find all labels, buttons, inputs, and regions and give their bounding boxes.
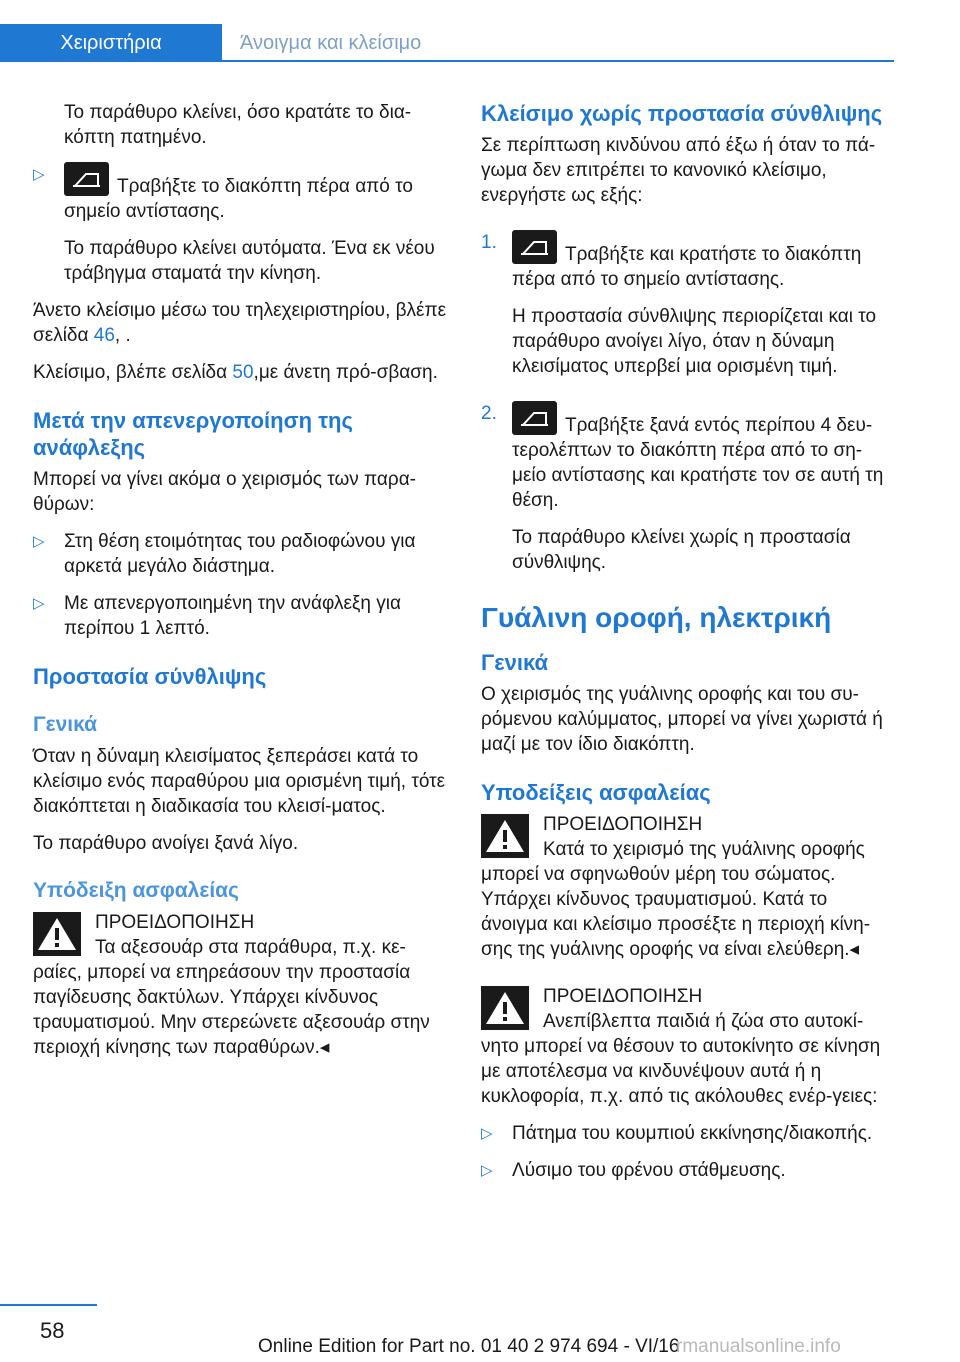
warning-block <box>481 812 896 862</box>
paragraph-reopen: Το παράθυρο ανοίγει ξανά λίγο. <box>33 833 299 854</box>
paragraph-roof-general: Ο χειρισμός της γυάλινης οροφής και του συ‐ρόμενου καλύμματος, μπορεί να γίνει χωριστά ή μαζί με τον ίδιο διακόπτη. <box>481 684 883 755</box>
list-item: ▷ Λύσιμο του φρένου στάθμευσης. <box>481 1160 786 1181</box>
step-text: Τραβήξτε και κρατήστε το διακόπτη πέρα από το σημείο αντίστασης. <box>512 244 862 290</box>
step-text: Τραβήξτε ξανά εντός περίπου 4 δευ‐τερολέπτων το διακόπτη πέρα από το ση‐μείο αντίστασης και κρατήστε τον σε αυτή τη θέση. <box>512 415 884 511</box>
step-number: 1. <box>481 232 497 253</box>
heading-safety-note: Υπόδειξη ασφαλείας <box>33 879 239 902</box>
paragraph-general: Όταν η δύναμη κλεισίματος ξεπεράσει κατά το κλείσιμο ενός παραθύρου μια ορισμένη τιμή, τότε διακόπτεται η διαδικασία του κλεισί‐ματος. <box>33 746 446 817</box>
paragraph-close-without-pinch: Σε περίπτωση κινδύνου από έξω ή όταν το πά‐γωμα δεν επιτρέπει το κανονικό κλείσιμο, ενεργήστε ως εξής: <box>481 135 876 206</box>
list-item-pull-switch <box>33 162 448 224</box>
header-bar <box>0 0 960 62</box>
triangle-bullet-icon: ▷ <box>481 1125 493 1142</box>
heading-roof-general: Γενικά <box>481 650 549 675</box>
paragraph-comfort-close: Κλείσιμο, βλέπε σελίδα 50,με άνετη πρό‐σβαση. <box>33 362 438 383</box>
warning-block <box>481 984 896 1034</box>
warning-label: ΠΡΟΕΙΔΟΠΟΙΗΣΗ <box>543 814 703 835</box>
warning-text-first: Τα αξεσουάρ στα παράθυρα, π.χ. κε‐ <box>95 937 406 958</box>
step-1 <box>481 230 896 292</box>
header-divider <box>222 60 894 62</box>
paragraph-auto-close: Το παράθυρο κλείνει αυτόματα. Ένα εκ νέου τράβηγμα σταματά την κίνηση. <box>64 238 435 284</box>
warning-text-first: Ανεπίβλεπτα παιδιά ή ζώα στο αυτοκί‐ <box>543 1011 864 1032</box>
window-switch-icon <box>64 162 109 196</box>
list-item: ▷ Πάτημα του κουμπιού εκκίνησης/διακοπής. <box>481 1123 873 1144</box>
heading-safety-notes: Υποδείξεις ασφαλείας <box>481 780 711 805</box>
warning-text-first: Κατά το χειρισμό της γυάλινης οροφής <box>543 839 865 860</box>
list-item: ▷ Στη θέση ετοιμότητας του ραδιοφώνου για αρκετά μεγάλο διάστημα. <box>33 531 416 577</box>
heading-pinch-protection: Προστασία σύνθλιψης <box>33 664 267 689</box>
heading-close-without-pinch: Κλείσιμο χωρίς προστασία σύνθλιψης <box>481 101 883 126</box>
step-number: 2. <box>481 403 497 424</box>
warning-text: ραίες, μπορεί να επηρεάσουν την προστασία παγίδευσης δακτύλων. Υπάρχει κίνδυνος τραυματισμού. Μην στερεώνετε αξεσουάρ στην περιοχή κίνησης των παραθύρων.◂ <box>33 962 430 1058</box>
warning-label: ΠΡΟΕΙΔΟΠΟΙΗΣΗ <box>95 912 255 933</box>
left-column <box>33 100 448 1072</box>
page-number: 58 <box>40 1318 65 1343</box>
window-switch-icon <box>512 401 557 435</box>
paragraph-after-ignition: Μπορεί να γίνει ακόμα ο χειρισμός των παρα‐θύρων: <box>33 469 417 515</box>
heading-glass-roof: Γυάλινη οροφή, ηλεκτρική <box>481 602 832 633</box>
page-link-50[interactable]: 50 <box>232 362 254 383</box>
warning-triangle-icon <box>481 814 529 858</box>
triangle-bullet-icon: ▷ <box>33 166 45 183</box>
list-item: ▷ Με απενεργοποιημένη την ανάφλεξη για περίπου 1 λεπτό. <box>33 593 401 639</box>
watermark: rmanualsonline.info <box>676 1336 841 1357</box>
warning-text: μπορεί να σφηνωθούν μέρη του σώματος. Υπάρχει κίνδυνος τραυματισμού. Κατά το άνοιγμα και κλείσιμο προσέξτε η περιοχή κίνη‐σης της γυάλινης οροφής να είναι ελεύθερη.◂ <box>481 864 871 960</box>
warning-triangle-icon <box>481 986 529 1030</box>
footer-divider <box>0 1304 97 1306</box>
warning-text: νητο μπορεί να θέσουν το αυτοκίνητο σε κίνηση με αποτέλεσμα να κινδυνέψουν αυτά ή η κυκλοφορία, π.χ. από τις ακόλουθες ενέρ‐γειες: <box>481 1036 881 1107</box>
warning-label: ΠΡΟΕΙΔΟΠΟΙΗΣΗ <box>543 986 703 1007</box>
heading-general: Γενικά <box>33 713 98 736</box>
tab-opening-closing[interactable]: Άνοιγμα και κλείσιμο <box>240 31 422 54</box>
triangle-bullet-icon: ▷ <box>33 595 45 612</box>
triangle-bullet-icon: ▷ <box>33 533 45 550</box>
step-2 <box>481 401 896 513</box>
paragraph-remote-close: Άνετο κλείσιμο μέσω του τηλεχειριστηρίου, βλέπε σελίδα 46, . <box>33 300 447 346</box>
warning-block <box>33 910 448 960</box>
triangle-bullet-icon: ▷ <box>481 1162 493 1179</box>
list-item-text: Τραβήξτε το διακόπτη πέρα από το σημείο αντίστασης. <box>64 176 413 222</box>
page-link-46[interactable]: 46 <box>93 325 115 346</box>
edition-info: Online Edition for Part no. 01 40 2 974 694 - VI/16 <box>258 1336 680 1357</box>
right-column <box>481 100 896 1195</box>
tab-controls[interactable]: Χειριστήρια <box>0 24 222 62</box>
paragraph-hold-close: Το παράθυρο κλείνει, όσο κρατάτε το δια‐κόπτη πατημένο. <box>64 102 412 148</box>
step-1-result: Η προστασία σύνθλιψης περιορίζεται και το παράθυρο ανοίγει λίγο, όταν η δύναμη κλεισίματος υπερβεί μια ορισμένη τιμή. <box>512 306 877 377</box>
step-2-result: Το παράθυρο κλείνει χωρίς η προστασία σύνθλιψης. <box>512 527 851 573</box>
warning-triangle-icon <box>33 912 81 956</box>
heading-after-ignition: Μετά την απενεργοποίηση της ανάφλεξης <box>33 408 353 460</box>
window-switch-icon <box>512 230 557 264</box>
